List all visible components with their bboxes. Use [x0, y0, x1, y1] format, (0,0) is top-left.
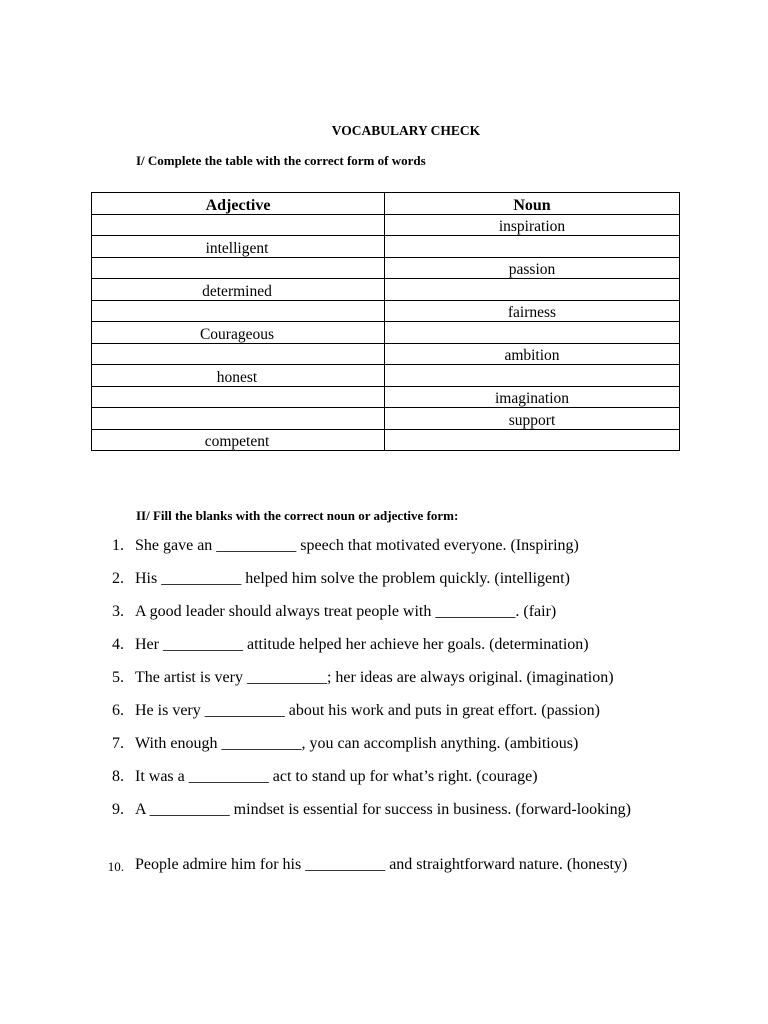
- adjective-cell: Courageous: [92, 322, 385, 344]
- list-item: [0, 665, 768, 698]
- item-number: 10.: [107, 859, 124, 874]
- adjective-cell: [92, 343, 385, 365]
- item-sentence: People admire him for his __________ and straightforward nature. (honesty): [135, 856, 628, 873]
- list-item: [0, 533, 768, 566]
- table-row: [92, 257, 680, 279]
- column-header-noun: Noun: [385, 193, 680, 215]
- adjective-cell: [92, 257, 385, 279]
- table-row: [92, 429, 680, 451]
- noun-cell: [385, 365, 680, 387]
- adjective-cell: [92, 408, 385, 430]
- list-item: [0, 764, 768, 797]
- item-number: 8.: [112, 768, 124, 785]
- table-row: [92, 343, 680, 365]
- item-number: 5.: [112, 669, 124, 686]
- exercise-list: [0, 533, 768, 885]
- adjective-cell: intelligent: [92, 236, 385, 258]
- item-number: 1.: [112, 537, 124, 554]
- adjective-cell: competent: [92, 429, 385, 451]
- list-item: [0, 566, 768, 599]
- noun-cell: ambition: [385, 343, 680, 365]
- item-sentence: Her __________ attitude helped her achieve her goals. (determination): [135, 636, 589, 653]
- list-item: [0, 698, 768, 731]
- noun-cell: [385, 322, 680, 344]
- item-sentence: A good leader should always treat people with __________. (fair): [135, 603, 557, 620]
- table-row: [92, 236, 680, 258]
- table-header-row: [92, 193, 680, 215]
- noun-cell: [385, 429, 680, 451]
- adjective-cell: [92, 386, 385, 408]
- adjective-cell: honest: [92, 365, 385, 387]
- list-item: [0, 632, 768, 665]
- item-number: 3.: [112, 603, 124, 620]
- item-sentence: The artist is very __________; her ideas are always original. (imagination): [135, 669, 614, 686]
- noun-cell: fairness: [385, 300, 680, 322]
- item-number: 7.: [112, 735, 124, 752]
- item-sentence: It was a __________ act to stand up for what’s right. (courage): [135, 768, 538, 785]
- item-number: 4.: [112, 636, 124, 653]
- item-number: 2.: [112, 570, 124, 587]
- table-row: [92, 386, 680, 408]
- list-item: [0, 599, 768, 632]
- list-item: [0, 852, 768, 885]
- adjective-cell: determined: [92, 279, 385, 301]
- table-row: [92, 365, 680, 387]
- section-1-heading: I/ Complete the table with the correct form of words: [136, 153, 426, 168]
- table-row: [92, 300, 680, 322]
- noun-cell: [385, 279, 680, 301]
- adjective-cell: [92, 300, 385, 322]
- table-row: [92, 408, 680, 430]
- item-sentence: His __________ helped him solve the problem quickly. (intelligent): [135, 570, 570, 587]
- table-row: [92, 322, 680, 344]
- worksheet-title: VOCABULARY CHECK: [331, 123, 481, 138]
- column-header-adjective: Adjective: [92, 193, 385, 215]
- noun-cell: [385, 236, 680, 258]
- item-sentence: With enough __________, you can accomplish anything. (ambitious): [135, 735, 579, 752]
- item-number: 6.: [112, 702, 124, 719]
- noun-cell: imagination: [385, 386, 680, 408]
- list-item: [0, 797, 768, 852]
- item-sentence: He is very __________ about his work and puts in great effort. (passion): [135, 702, 600, 719]
- noun-cell: support: [385, 408, 680, 430]
- noun-cell: passion: [385, 257, 680, 279]
- item-number: 9.: [112, 801, 124, 818]
- section-2-heading: II/ Fill the blanks with the correct noun or adjective form:: [136, 508, 459, 523]
- item-sentence: She gave an __________ speech that motivated everyone. (Inspiring): [135, 537, 579, 554]
- table-row: [92, 279, 680, 301]
- table-row: [92, 214, 680, 236]
- adjective-cell: [92, 214, 385, 236]
- list-item: [0, 731, 768, 764]
- item-sentence: A __________ mindset is essential for success in business. (forward-looking): [135, 801, 631, 818]
- word-form-table: [91, 192, 680, 451]
- noun-cell: inspiration: [385, 214, 680, 236]
